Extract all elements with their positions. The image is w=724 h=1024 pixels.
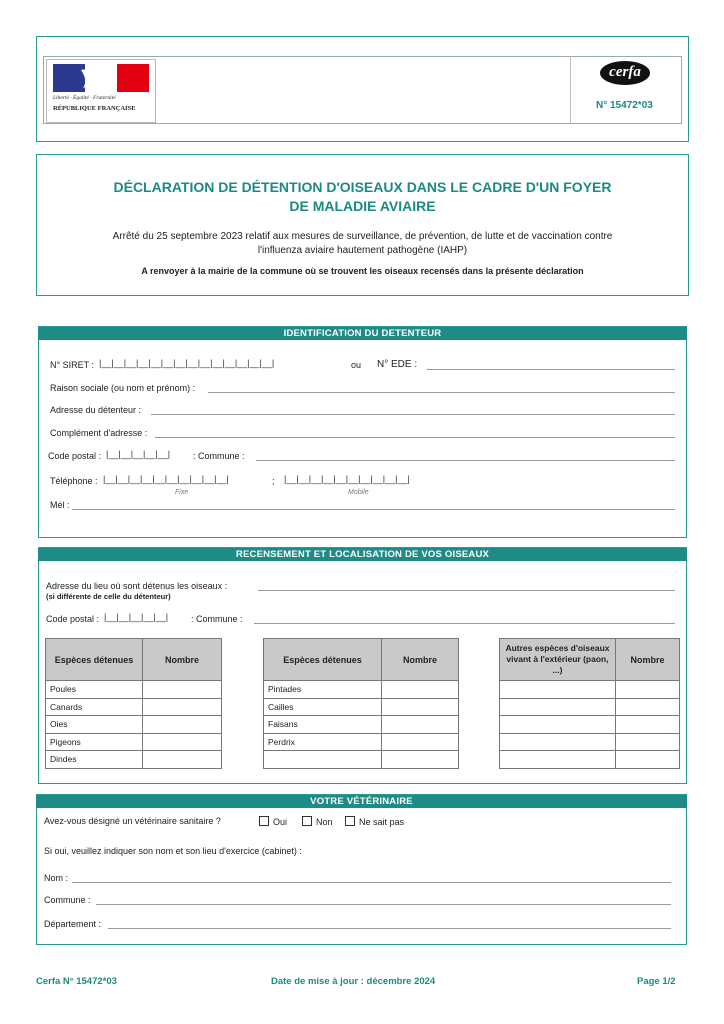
species-cell: Oies: [46, 716, 143, 734]
ne-sait-pas-option[interactable]: [345, 816, 404, 827]
table-row: [264, 716, 459, 734]
col-nombre: Nombre: [382, 639, 459, 681]
footer-date: Date de mise à jour : décembre 2024: [271, 976, 436, 987]
lieu-cp-label: Code postal :: [46, 614, 100, 624]
title-line-2: DE MALADIE AVIAIRE: [289, 198, 436, 214]
ou-label: ou: [351, 360, 362, 370]
lieu-adresse-input[interactable]: [258, 590, 675, 591]
fixe-caption: Fixe: [175, 489, 189, 496]
lieu-commune-label: : Commune :: [191, 614, 243, 624]
cerfa-number: N° 15472*03: [596, 100, 653, 111]
tel-fixe-input[interactable]: |__|__|__|__|__|__|__|__|__|__|: [103, 474, 229, 484]
species-cell[interactable]: [500, 751, 616, 769]
header-divider: [570, 56, 571, 124]
tel-mobile-input[interactable]: |__|__|__|__|__|__|__|__|__|__|: [284, 474, 410, 484]
instruction-text: A renvoyer à la mairie de la commune où se trouvent les oiseaux recensés dans la présente déclaration: [141, 266, 584, 276]
species-cell: Dindes: [46, 751, 143, 769]
count-cell[interactable]: [143, 716, 222, 734]
count-cell[interactable]: [143, 698, 222, 716]
recensement-heading: RECENSEMENT ET LOCALISATION DE VOS OISEAUX: [38, 548, 687, 561]
species-table-1: [45, 638, 222, 769]
adresse-label: Adresse du détenteur :: [50, 405, 142, 415]
vet-question: Avez-vous désigné un vétérinaire sanitaire ?: [44, 816, 221, 826]
species-cell: Pigeons: [46, 733, 143, 751]
non-label: Non: [316, 817, 333, 827]
table-row: [500, 698, 680, 716]
count-cell[interactable]: [382, 698, 459, 716]
lieu-adresse-label: Adresse du lieu où sont détenus les oiseaux :: [46, 581, 228, 591]
count-cell[interactable]: [616, 716, 680, 734]
siret-label: N° SIRET :: [50, 360, 94, 370]
veterinaire-heading: VOTRE VÉTÉRINAIRE: [36, 795, 687, 808]
lieu-commune-input[interactable]: [254, 623, 675, 624]
species-cell[interactable]: [500, 698, 616, 716]
vet-commune-input[interactable]: [96, 904, 671, 905]
ede-label: N° EDE :: [377, 359, 418, 370]
count-cell[interactable]: [616, 733, 680, 751]
species-cell: Perdrix: [264, 733, 382, 751]
title-line-1: DÉCLARATION DE DÉTENTION D'OISEAUX DANS LE CADRE D'UN FOYER: [113, 179, 612, 195]
oui-label: Oui: [273, 817, 288, 827]
count-cell[interactable]: [382, 733, 459, 751]
table-row: [264, 751, 459, 769]
arrete-line-2: l'influenza aviaire hautement pathogène (IAHP): [257, 245, 468, 256]
count-cell[interactable]: [382, 751, 459, 769]
oui-checkbox[interactable]: [259, 816, 269, 826]
ne-sait-pas-checkbox[interactable]: [345, 816, 355, 826]
adresse-input[interactable]: [151, 414, 675, 415]
count-cell[interactable]: [143, 681, 222, 699]
marianne-logo: [46, 59, 156, 123]
vet-nom-label: Nom :: [44, 873, 69, 883]
col-especes: Espèces détenues: [264, 639, 382, 681]
complement-input[interactable]: [155, 437, 675, 438]
count-cell[interactable]: [143, 751, 222, 769]
table-row: [500, 716, 680, 734]
identification-heading: IDENTIFICATION DU DETENTEUR: [38, 327, 687, 340]
lieu-adresse-note: (si différente de celle du détenteur): [46, 592, 171, 601]
siret-input[interactable]: |__|__|__|__|__|__|__|__|__|__|__|__|__|__|: [99, 358, 275, 368]
species-cell: Faisans: [264, 716, 382, 734]
tel-label: Téléphone :: [50, 476, 98, 486]
cp-input[interactable]: |__|__|__|__|__|: [106, 449, 171, 459]
table-row: [500, 751, 680, 769]
col-nombre: Nombre: [616, 639, 680, 681]
table-row: [500, 733, 680, 751]
table-row: [46, 733, 222, 751]
species-cell[interactable]: [500, 716, 616, 734]
arrete-text: [36, 230, 689, 258]
table-row: [46, 681, 222, 699]
col-nombre: Nombre: [143, 639, 222, 681]
species-cell[interactable]: [500, 733, 616, 751]
page-title: [36, 178, 689, 216]
footer-page: Page 1/2: [637, 976, 676, 987]
flag-icon: [53, 64, 149, 92]
vet-departement-label: Département :: [44, 919, 102, 929]
mel-label: Mél :: [50, 500, 70, 510]
species-cell: Cailles: [264, 698, 382, 716]
count-cell[interactable]: [616, 698, 680, 716]
table-row: [500, 681, 680, 699]
species-cell: Canards: [46, 698, 143, 716]
si-oui-text: Si oui, veuillez indiquer son nom et son lieu d'exercice (cabinet) :: [44, 846, 302, 856]
lieu-cp-input[interactable]: |__|__|__|__|__|: [104, 612, 169, 622]
vet-departement-input[interactable]: [108, 928, 671, 929]
count-cell[interactable]: [382, 681, 459, 699]
table-row: [46, 698, 222, 716]
non-checkbox[interactable]: [302, 816, 312, 826]
table-row: [46, 751, 222, 769]
table-row: [264, 733, 459, 751]
vet-commune-label: Commune :: [44, 895, 91, 905]
logo-republique: RÉPUBLIQUE FRANÇAISE: [53, 105, 136, 112]
mel-input[interactable]: [72, 509, 675, 510]
non-option[interactable]: [302, 816, 333, 827]
raison-input[interactable]: [208, 392, 675, 393]
species-cell[interactable]: [264, 751, 382, 769]
table-row: [264, 681, 459, 699]
oui-option[interactable]: [259, 816, 287, 827]
cerfa-logo: cerfa: [600, 61, 650, 85]
species-cell[interactable]: [500, 681, 616, 699]
species-cell: Pintades: [264, 681, 382, 699]
commune-label: : Commune :: [193, 451, 245, 461]
raison-label: Raison sociale (ou nom et prénom) :: [50, 383, 196, 393]
ne-sait-pas-label: Ne sait pas: [359, 817, 405, 827]
table-row: [264, 698, 459, 716]
commune-input[interactable]: [256, 460, 675, 461]
arrete-line-1: Arrêté du 25 septembre 2023 relatif aux mesures de surveillance, de prévention, de lutte et de vaccination contre: [112, 231, 613, 242]
count-cell[interactable]: [143, 733, 222, 751]
logo-motto: Liberté · Égalité · Fraternité: [53, 95, 116, 101]
table-row: [46, 716, 222, 734]
complement-label: Complément d'adresse :: [50, 428, 148, 438]
ede-input[interactable]: [427, 369, 675, 370]
count-cell[interactable]: [616, 681, 680, 699]
mobile-caption: Mobile: [348, 489, 369, 496]
count-cell[interactable]: [382, 716, 459, 734]
species-cell: Poules: [46, 681, 143, 699]
vet-nom-input[interactable]: [72, 882, 671, 883]
col-autres-especes: Autres espèces d'oiseaux vivant à l'extérieur (paon, ...): [500, 639, 616, 681]
cp-label: Code postal :: [48, 451, 102, 461]
species-table-3: [499, 638, 680, 769]
footer-cerfa: Cerfa N° 15472*03: [36, 976, 117, 987]
col-especes: Espèces détenues: [46, 639, 143, 681]
count-cell[interactable]: [616, 751, 680, 769]
tel-separator: ;: [272, 476, 275, 486]
species-table-2: [263, 638, 459, 769]
